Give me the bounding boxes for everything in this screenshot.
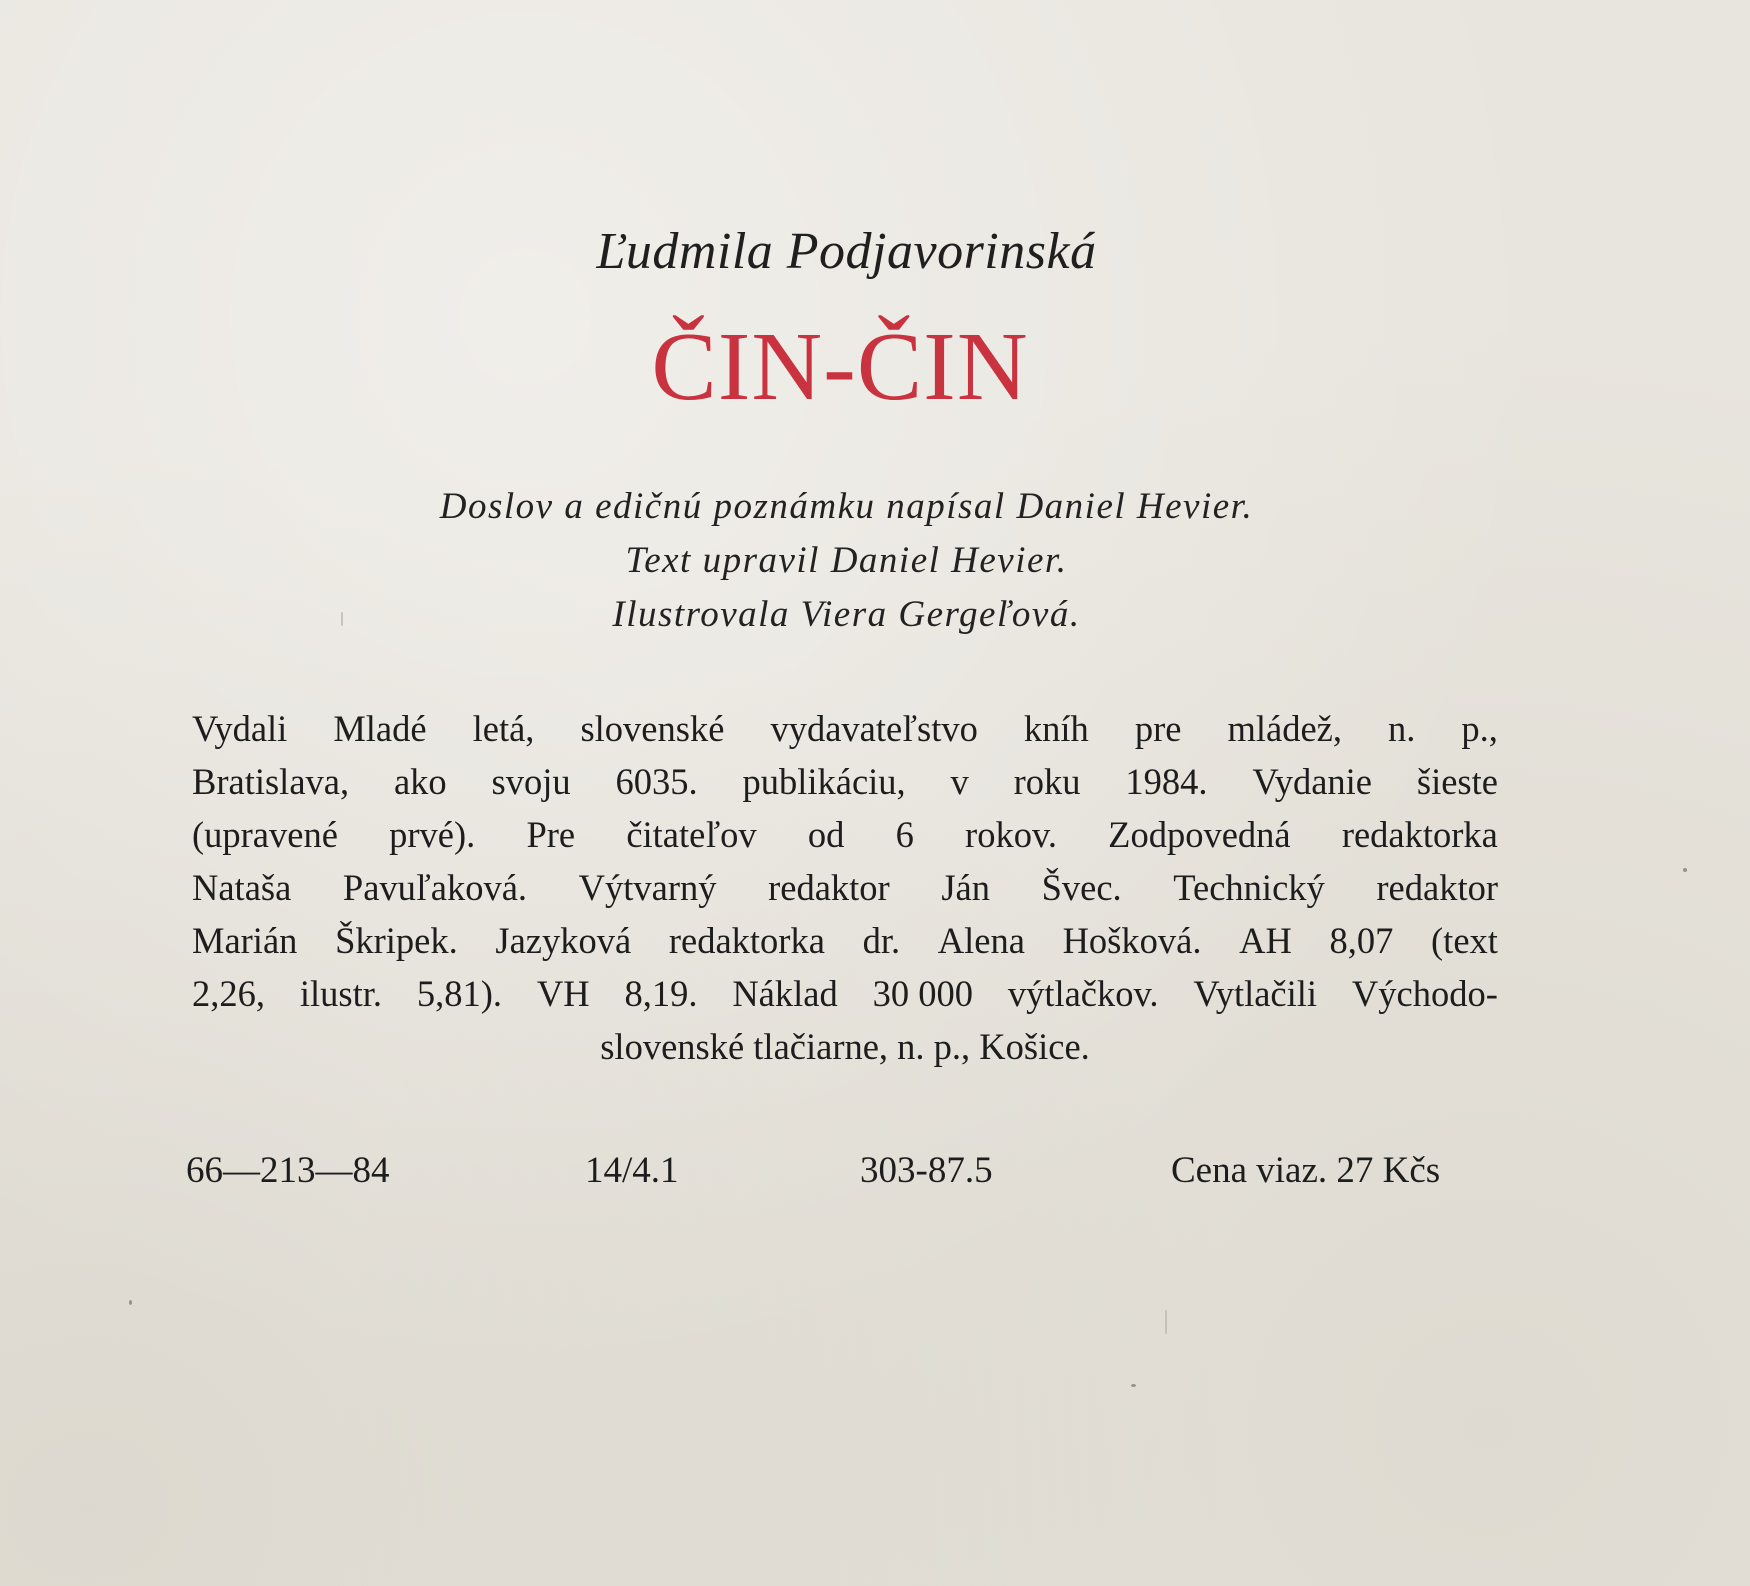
colophon-word: 30 000 <box>872 973 973 1014</box>
colophon-line <box>192 914 1498 967</box>
colophon-word: Jazyková <box>495 920 632 961</box>
colophon-word: kníh <box>1023 708 1089 749</box>
colophon-word: vydavateľstvo <box>770 708 978 749</box>
colophon-word: redaktorka <box>1341 814 1498 855</box>
colophon-word: Bratislava, <box>192 761 350 802</box>
colophon-paragraph <box>192 702 1498 1073</box>
paper-speck <box>129 1300 132 1305</box>
colophon-word: (upravené <box>192 814 338 855</box>
colophon-word: 5,81). <box>416 973 503 1014</box>
colophon-word: od <box>807 814 845 855</box>
footer-class: 14/4.1 <box>585 1150 679 1191</box>
credit-line-illustrator: Ilustrovala Viera Gergeľová. <box>612 594 1081 635</box>
colophon-word: publikáciu, <box>742 761 906 802</box>
colophon-word: slovenské <box>580 708 725 749</box>
colophon-last-line: slovenské tlačiarne, n. p., Košice. <box>600 1026 1090 1067</box>
paper-speck <box>1683 868 1687 872</box>
colophon-word: Vydanie <box>1252 761 1373 802</box>
imprint-footer <box>0 1146 1750 1196</box>
colophon-word: Zodpovedná <box>1108 814 1291 855</box>
colophon-word: roku <box>1013 761 1081 802</box>
colophon-word: Švec. <box>1041 867 1122 908</box>
colophon-word: ako <box>393 761 447 802</box>
colophon-word: Východo- <box>1351 973 1498 1014</box>
colophon-word: (text <box>1431 920 1498 961</box>
colophon-word: redaktor <box>768 867 890 908</box>
colophon-word: Ján <box>941 867 990 908</box>
colophon-word: p., <box>1461 708 1498 749</box>
colophon-word: mládež, <box>1227 708 1342 749</box>
colophon-word: Škripek. <box>335 920 458 961</box>
colophon-word: VH <box>536 973 590 1014</box>
colophon-word: Pre <box>526 814 576 855</box>
credit-line-afterword: Doslov a edičnú poznámku napísal Daniel Hevier. <box>439 486 1254 527</box>
colophon-word: výtlačkov. <box>1007 973 1159 1014</box>
colophon-word: Náklad <box>732 973 838 1014</box>
colophon-word: Pavuľaková. <box>342 867 528 908</box>
author-name: Ľudmila Podjavorinská <box>596 223 1097 280</box>
colophon-word: letá, <box>472 708 535 749</box>
colophon-line <box>192 755 1498 808</box>
colophon-word: redaktorka <box>668 920 825 961</box>
colophon-word: Hošková. <box>1062 920 1202 961</box>
colophon-word: AH <box>1239 920 1292 961</box>
colophon-word: 8,19. <box>624 973 698 1014</box>
colophon-line <box>192 808 1498 861</box>
paper-speck <box>1131 1384 1136 1387</box>
credits-block <box>0 480 1693 642</box>
colophon-word: redaktor <box>1376 867 1498 908</box>
footer-price: Cena viaz. 27 Kčs <box>1171 1150 1441 1191</box>
colophon-word: Vytlačili <box>1193 973 1318 1014</box>
colophon-word: Výtvarný <box>578 867 717 908</box>
colophon-word: Nataša <box>192 867 292 908</box>
colophon-word: Mladé <box>333 708 427 749</box>
colophon-word: prvé). <box>389 814 476 855</box>
colophon-word: Marián <box>192 920 298 961</box>
colophon-word: 1984. <box>1125 761 1208 802</box>
footer-number: 303-87.5 <box>860 1150 993 1191</box>
colophon-word: dr. <box>862 920 901 961</box>
footer-code: 66—213—84 <box>186 1150 390 1191</box>
colophon-word: 8,07 <box>1329 920 1394 961</box>
colophon-word: 6035. <box>615 761 698 802</box>
colophon-word: pre <box>1134 708 1182 749</box>
colophon-word: Vydali <box>192 708 288 749</box>
credit-line-text-editor: Text upravil Daniel Hevier. <box>625 540 1068 581</box>
colophon-word: Alena <box>937 920 1025 961</box>
colophon-word: ilustr. <box>299 973 383 1014</box>
colophon-word: n. <box>1388 708 1416 749</box>
colophon-word: v <box>950 761 969 802</box>
colophon-word: rokov. <box>965 814 1057 855</box>
colophon-word: Technický <box>1173 867 1325 908</box>
paper-speck <box>1165 1310 1167 1334</box>
colophon-word: 6 <box>895 814 914 855</box>
colophon-line <box>192 967 1498 1020</box>
colophon-word: svoju <box>491 761 571 802</box>
colophon-line <box>192 861 1498 914</box>
book-title: ČIN-ČIN <box>651 313 1029 421</box>
colophon-word: šieste <box>1416 761 1498 802</box>
colophon-word: 2,26, <box>192 973 265 1014</box>
colophon-line <box>192 702 1498 755</box>
colophon-word: čitateľov <box>626 814 757 855</box>
